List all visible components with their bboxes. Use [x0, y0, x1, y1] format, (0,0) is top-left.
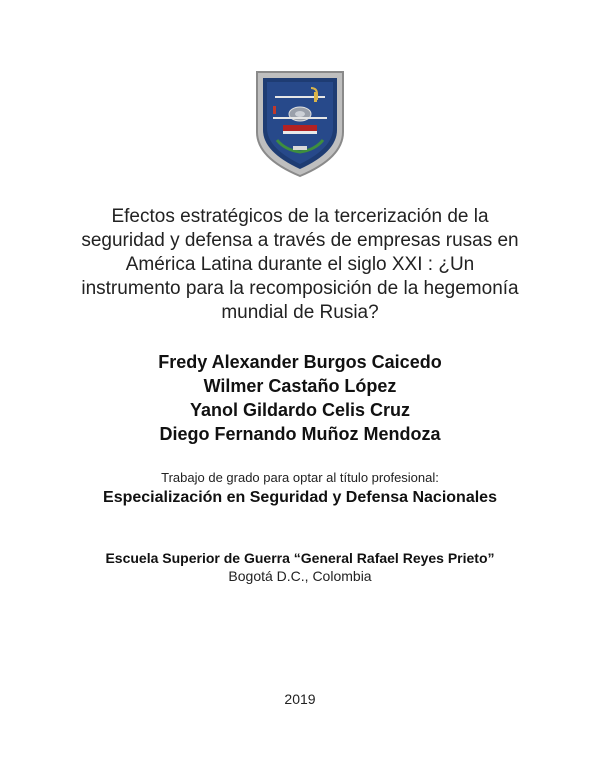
author-name: Wilmer Castaño López — [203, 376, 397, 396]
title-line: Efectos estratégicos de la tercerización de la — [111, 206, 489, 227]
degree-label: Trabajo de grado para optar al título profesional: — [161, 470, 439, 485]
institution-name: Escuela Superior de Guerra “General Rafael Reyes Prieto” — [105, 550, 495, 566]
title-line: seguridad y defensa a través de empresas rusas en — [81, 230, 519, 251]
document-title — [60, 205, 540, 325]
title-line: instrumento para la recomposición de la hegemonía — [81, 278, 519, 299]
author-name: Yanol Gildardo Celis Cruz — [189, 400, 411, 420]
publication-year: 2019 — [284, 691, 316, 707]
title-line: América Latina durante el siglo XXI : ¿Un — [125, 254, 475, 275]
shield-emblem-icon — [253, 70, 347, 178]
author-list — [60, 350, 540, 446]
institution-city: Bogotá D.C., Colombia — [228, 568, 372, 584]
degree-name: Especialización en Seguridad y Defensa Nacionales — [103, 489, 497, 506]
author-name: Fredy Alexander Burgos Caicedo — [158, 352, 442, 372]
author-name: Diego Fernando Muñoz Mendoza — [159, 424, 441, 444]
title-line: mundial de Rusia? — [221, 302, 379, 323]
